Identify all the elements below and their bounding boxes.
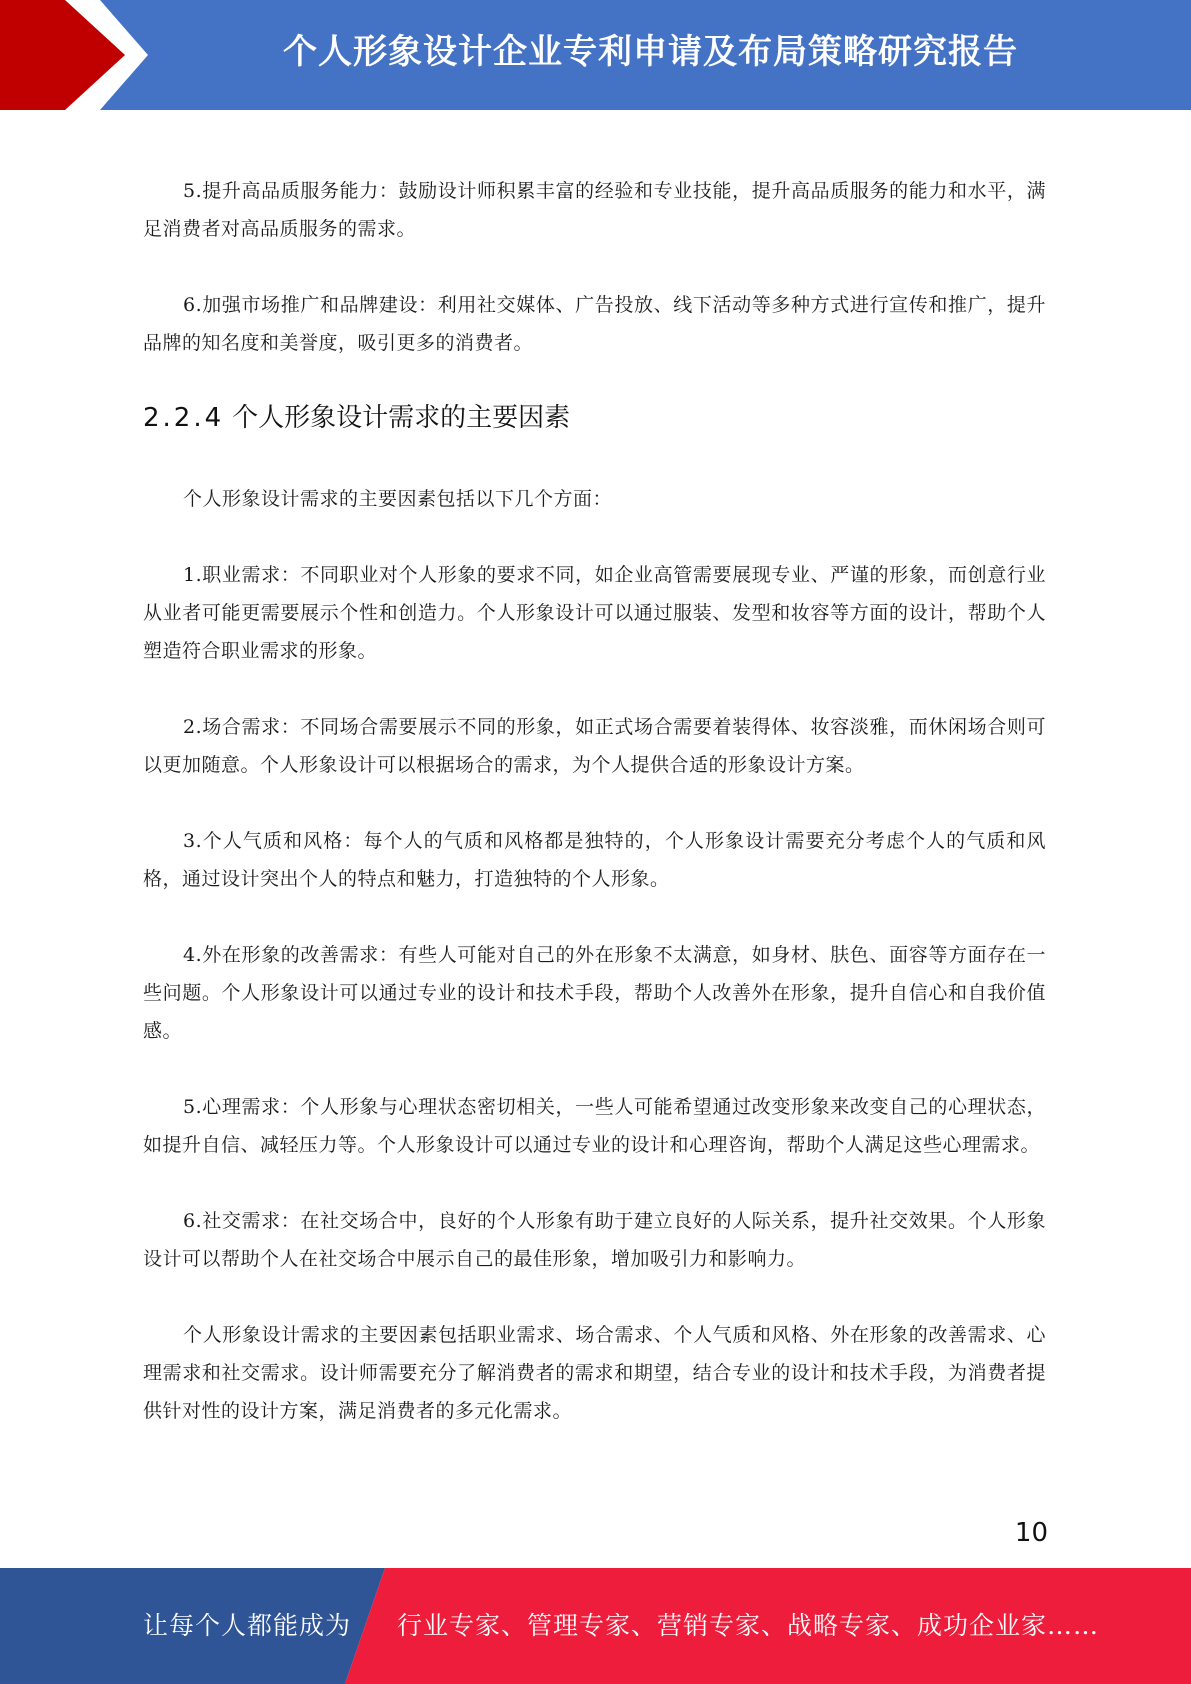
page-content — [143, 172, 1046, 1468]
paragraph: 3.个人气质和风格：每个人的气质和风格都是独特的，个人形象设计需要充分考虑个人的气质和风格，通过设计突出个人的特点和魅力，打造独特的个人形象。 — [143, 830, 1046, 890]
paragraph: 6.加强市场推广和品牌建设：利用社交媒体、广告投放、线下活动等多种方式进行宣传和推广，提升品牌的知名度和美誉度，吸引更多的消费者。 — [143, 294, 1046, 354]
paragraph: 个人形象设计需求的主要因素包括职业需求、场合需求、个人气质和风格、外在形象的改善需求、心理需求和社交需求。设计师需要充分了解消费者的需求和期望，结合专业的设计和技术手段，为消费者提供针对性的设计方案，满足消费者的多元化需求。 — [143, 1324, 1046, 1422]
header-arrow-decoration — [0, 0, 160, 110]
header-band — [0, 0, 1191, 110]
paragraph: 2.场合需求：不同场合需要展示不同的形象，如正式场合需要着装得体、妆容淡雅，而休闲场合则可以更加随意。个人形象设计可以根据场合的需求，为个人提供合适的形象设计方案。 — [143, 716, 1046, 776]
paragraph: 4.外在形象的改善需求：有些人可能对自己的外在形象不太满意，如身材、肤色、面容等方面存在一些问题。个人形象设计可以通过专业的设计和技术手段，帮助个人改善外在形象，提升自信心和自我价值感。 — [143, 944, 1046, 1042]
section-number: 2.2.4 — [143, 403, 225, 433]
report-title: 个人形象设计企业专利申请及布局策略研究报告 — [283, 32, 1018, 72]
section-heading — [143, 400, 1046, 436]
paragraph: 6.社交需求：在社交场合中，良好的个人形象有助于建立良好的人际关系，提升社交效果。个人形象设计可以帮助个人在社交场合中展示自己的最佳形象，增加吸引力和影响力。 — [143, 1210, 1046, 1270]
paragraph: 5.提升高品质服务能力：鼓励设计师积累丰富的经验和专业技能，提升高品质服务的能力和水平，满足消费者对高品质服务的需求。 — [143, 180, 1046, 240]
section-title: 个人形象设计需求的主要因素 — [232, 403, 571, 433]
footer-band — [0, 1568, 1191, 1684]
paragraph: 5.心理需求：个人形象与心理状态密切相关，一些人可能希望通过改变形象来改变自己的心理状态，如提升自信、减轻压力等。个人形象设计可以通过专业的设计和心理咨询，帮助个人满足这些心理需求。 — [143, 1096, 1046, 1156]
page-number: 10 — [1014, 1518, 1048, 1548]
paragraph: 1.职业需求：不同职业对个人形象的要求不同，如企业高管需要展现专业、严谨的形象，而创意行业从业者可能更需要展示个性和创造力。个人形象设计可以通过服装、发型和妆容等方面的设计，帮助个人塑造符合职业需求的形象。 — [143, 564, 1046, 662]
footer-slogan-right: 行业专家、管理专家、营销专家、战略专家、成功企业家…… — [397, 1611, 1100, 1640]
paragraph: 个人形象设计需求的主要因素包括以下几个方面： — [183, 488, 613, 510]
footer-slogan-left: 让每个人都能成为 — [143, 1611, 352, 1640]
